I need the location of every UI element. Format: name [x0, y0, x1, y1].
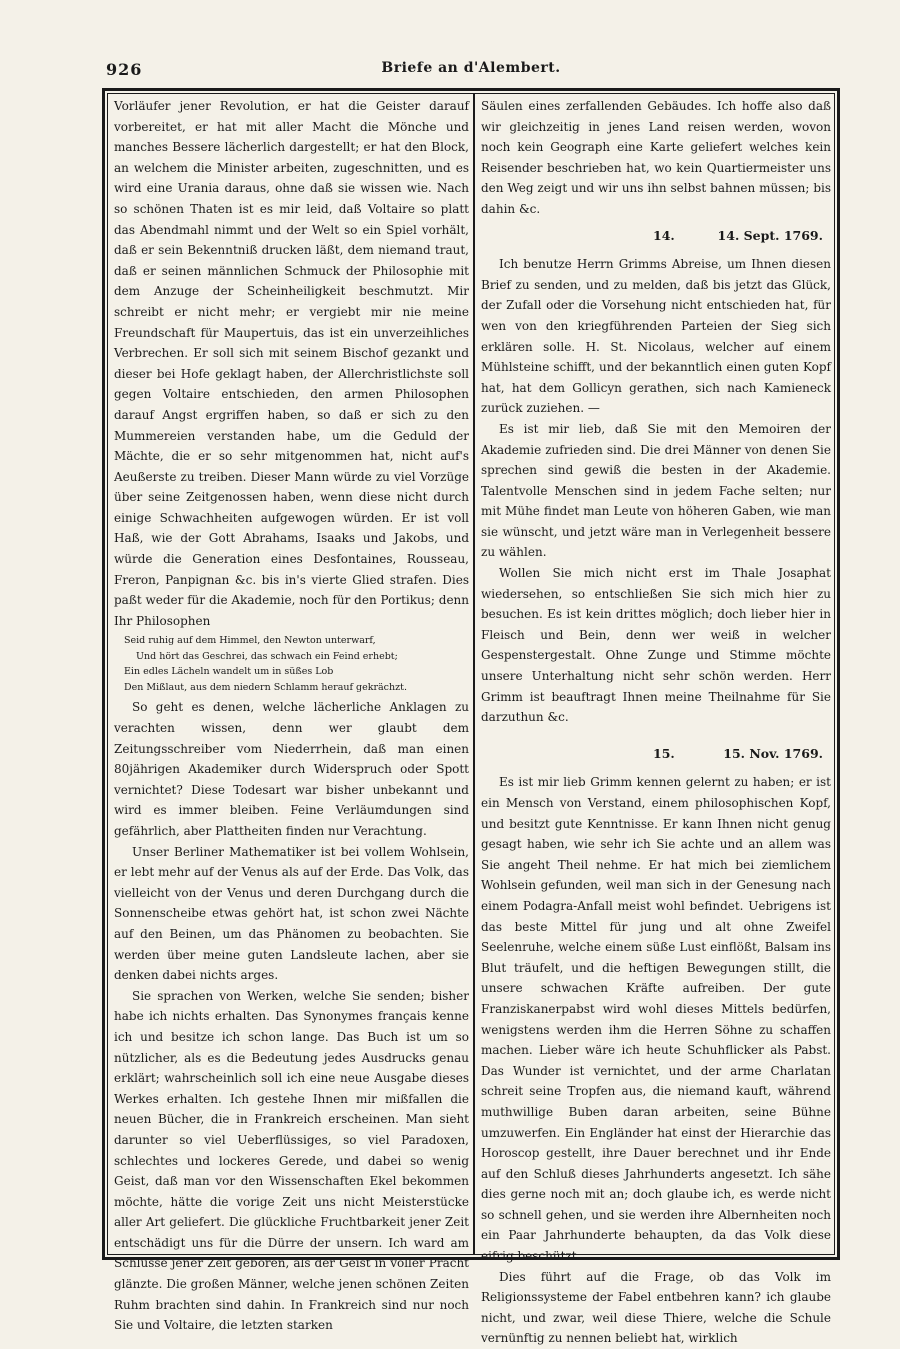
- column-divider: [473, 93, 475, 1255]
- paragraph: Wollen Sie mich nicht erst im Thale Josaphat wiedersehen, so entschließen Sie sich mich hier zu besuchen. Es ist kein drittes möglich; doch lieber hier in Fleisch und Bein, denn wer weiß in welcher Gespenstergestalt. Ohne Zunge und Stimme möchte unsere Unterhaltung nicht sehr schön werden. Herr Grimm ist beauftragt Ihnen meine Theilnahme für Sie darzuthun &c.: [481, 566, 831, 725]
- letter-number: 14.: [653, 227, 675, 243]
- letter-date: 14. Sept. 1769.: [717, 227, 823, 243]
- letter-date: 15. Nov. 1769.: [723, 745, 823, 761]
- verse-line: Den Mißlaut, aus dem niedern Schlamm herauf gekrächzt.: [124, 681, 407, 693]
- paragraph: Sie sprachen von Werken, welche Sie senden; bisher habe ich nichts erhalten. Das Synonymes français kenne ich und besitze ich schon lange. Das Buch ist um so nützlicher, als es die Bedeutung jedes Ausdrucks genau erklärt; wahrscheinlich soll ich eine neue Ausgabe dieses Werkes erhalten. Ich gestehe Ihnen mir mißfallen die neuen Bücher, die in Frankreich erscheinen. Man sieht darunter so viel Ueberflüssiges, so viel Paradoxen, schlechtes und lockeres Gerede, und dabei so wenig Geist, daß man vor den Wissenschaften Ekel bekommen möchte, hätte die vorige Zeit uns nicht Meisterstücke aller Art geliefert. Die glückliche Fruchtbarkeit jener Zeit entschädigt uns für die Dürre der unsern. Ich ward am Schlusse jener Zeit geboren, als der Geist in voller Pracht glänzte. Die großen Männer, welche jenen schönen Zeiten Ruhm brachten sind dahin. In Frankreich sind nur noch Sie und Voltaire, die letzten starken: [114, 988, 469, 1333]
- verse-line: Ein edles Lächeln wandelt um in süßes Lob: [124, 666, 334, 678]
- paragraph: Säulen eines zerfallenden Gebäudes. Ich hoffe also daß wir gleichzeitig in jenes Land reisen werden, wovon noch kein Geograph eine Karte geliefert welches kein Reisender beschrieben hat, wo kein Quartiermeister uns den Weg zeigt und wir uns ihn selbst bahnen müssen; bis dahin &c.: [481, 99, 831, 216]
- letter-heading: [481, 226, 831, 247]
- paragraph: So geht es denen, welche lächerliche Anklagen zu verachten wissen, denn wer glaubt dem Zeitungsschreiber vom Niederrhein, daß man einen 80jährigen Akademiker durch Widerspruch oder Spott vernichtet? Diese Todesart war bisher unbekannt und wird es immer bleiben. Feine Verläumdungen sind gefährlich, aber Plattheiten finden nur Verachtung.: [114, 700, 469, 838]
- running-title: Briefe an d'Alembert.: [381, 60, 561, 76]
- letter-number: 15.: [653, 745, 675, 761]
- verse-line: Und hört das Geschrei, das schwach ein Feind erhebt;: [136, 650, 398, 662]
- letter-heading: [481, 744, 831, 765]
- right-column: [481, 96, 831, 1349]
- verse-quote: [124, 633, 469, 695]
- paragraph: Dies führt auf die Frage, ob das Volk im Religionssysteme der Fabel entbehren kann? ich glaube nicht, und zwar, weil diese Thiere, welche die Schule vernünftig zu nennen beliebt hat, wirklich: [481, 1269, 831, 1346]
- page-number: 926: [106, 60, 143, 79]
- paragraph: Es ist mir lieb, daß Sie mit den Memoiren der Akademie zufrieden sind. Die drei Männer von denen Sie sprechen sind gewiß die besten in der Akademie. Talentvolle Menschen sind in jedem Fache selten; nur mit Mühe findet man Leute von höheren Gaben, wie man sie wünscht, und jetzt wäre man in Verlegenheit bessere zu wählen.: [481, 421, 831, 560]
- paragraph: Vorläufer jener Revolution, er hat die Geister darauf vorbereitet, er hat mit aller Macht die Mönche und manches Bessere lächerlich dargestellt; er hat den Block, an welchem die Minister arbeiten, zugeschnitten, und es wird eine Urania daraus, ohne daß sie wissen wie. Nach so schönen Thaten ist es mir leid, daß Voltaire so platt das Abendmahl nimmt und der Welt so ein Spiel vorhält, daß er sein Bekenntniß drucken läßt, dem niemand traut, daß er seinen männlichen Schmuck der Philosophie mit dem Anzuge der Scheinheiligkeit beschmutzt. Mir schreibt er nicht mehr; er vergiebt mir nie meine Freundschaft für Maupertuis, das ist ein unverzeihliches Verbrechen. Er soll sich mit seinem Bischof gezankt und dieser bei Hofe geklagt haben, der Allerchristlichste soll gegen Voltaire entschieden, den armen Philosophen darauf Angst ergriffen haben, so daß er sich zu den Mummereien verstanden habe, um die Geduld der Mächte, die er so sehr mitgenommen hat, nicht auf's Aeußerste zu treiben. Dieser Mann würde zu viel Vorzüge über seine Zeitgenossen haben, wenn diese nicht durch einige Schwachheiten aufgewogen würden. Er ist voll Haß, wie der Gott Abrahams, Isaaks und Jakobs, und würde die Generation eines Desfontaines, Rousseau, Freron, Panpignan &c. bis in's vierte Glied strafen. Dies paßt weder für die Akademie, noch für den Portikus; denn Ihr Philosophen: [114, 99, 469, 628]
- verse-line: Seid ruhig auf dem Himmel, den Newton unterwarf,: [124, 635, 376, 647]
- paragraph: Unser Berliner Mathematiker ist bei vollem Wohlsein, er lebt mehr auf der Venus als auf der Erde. Das Volk, das vielleicht von der Venus und deren Durchgang durch die Sonnenscheibe etwas gehört hat, ist schon zwei Nächte auf den Beinen, um das Phänomen zu beobachten. Sie werden über meine guten Landsleute lachen, aber sie denken dabei nichts arges.: [114, 844, 469, 983]
- paragraph: Es ist mir lieb Grimm kennen gelernt zu haben; er ist ein Mensch von Verstand, einem philosophischen Kopf, und besitzt gute Kenntnisse. Er kann Ihnen nicht genug gesagt haben, wie sehr ich Sie achte und an allem was Sie angeht Theil nehme. Er hat mich bei ziemlichem Wohlsein gefunden, weil man sich in der Genesung nach einem Podagra-Anfall meist wohl befindet. Uebrigens ist das beste Mittel für jung und alt ohne Zweifel Seelenruhe, welche einem süße Lust einflößt, Balsam ins Blut träufelt, und die heftigen Bewegungen stillt, die unsere schwachen Kräfte aufreiben. Der gute Franziskanerpabst wird wohl dieses Mittels bedürfen, wenigstens werden ihm die Herren Söhne zu schaffen machen. Lieber wäre ich heute Schuhflicker als Pabst. Das Wunder ist vernichtet, und der arme Charlatan schreit seine Tropfen aus, die niemand kauft, während muthwillige Buben daran arbeiten, seine Bühne umzuwerfen. Ein Engländer hat einst der Hierarchie das Horoscop gestellt, ihre Dauer berechnet und ihr Ende auf den Schluß dieses Jahrhunderts angesetzt. Ich sähe dies gerne noch mit an; doch glaube ich, es werde nicht so schnell gehen, und sie werden ihre Albernheiten noch ein Paar Jahrhunderte behaupten, da das Volk diese eifrig beschützt.: [481, 775, 831, 1264]
- page-header: [106, 60, 836, 84]
- paragraph: Ich benutze Herrn Grimms Abreise, um Ihnen diesen Brief zu senden, und zu melden, daß bis jetzt das Glück, der Zufall oder die Vorsehung nicht entschieden hat, für wen von den kriegführenden Parteien der Sieg sich erklären solle. H. St. Nicolaus, welcher auf einem Mühlsteine schifft, und der bekanntlich einen guten Kopf hat, hat dem Gollicyn gerathen, sich nach Kamieneck zurück zuziehen. —: [481, 257, 831, 416]
- left-column: [114, 96, 469, 1336]
